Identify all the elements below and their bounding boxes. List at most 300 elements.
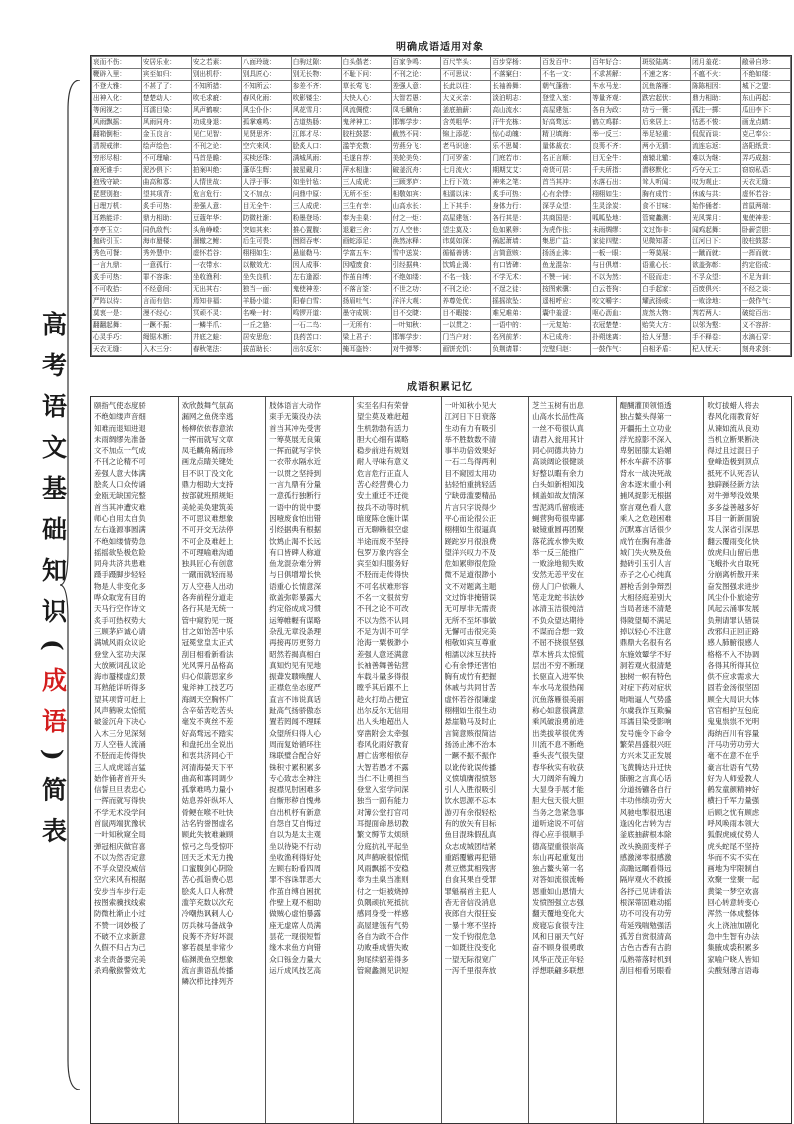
idiom-row: [92, 57, 791, 69]
idiom-cell: 罪不容诛：: [141, 272, 191, 284]
memory-line: 奋不顾身很勇敢: [532, 943, 584, 953]
idiom-cell: 相濡以沫：: [441, 188, 491, 200]
idiom-cell: 登堂入室：: [541, 92, 591, 104]
memory-line: 暗度陈仓施计谋: [356, 513, 409, 523]
memory-line: 雪泥鸿爪留痕迹: [532, 502, 584, 512]
idiom-cell: 好高骛远：: [541, 116, 591, 128]
idiom-cell: 无出其右：: [191, 284, 241, 296]
idiom-cell: 等量齐观：: [591, 92, 641, 104]
idiom-cell: 耳熟能详：: [92, 212, 142, 224]
memory-line: 悬崖勒马及时止: [444, 717, 497, 727]
memory-line: 一蹴而就轻而易: [181, 570, 234, 580]
memory-line: 休戚与共同甘苦: [444, 683, 497, 693]
idiom-cell: 三生有幸：: [341, 200, 391, 212]
memory-line: 座无虚席人员满: [269, 920, 321, 930]
idiom-row: [92, 260, 791, 272]
memory-line: 虎头蛇尾不坚持: [707, 841, 760, 851]
idiom-cell: 自相矛盾：: [641, 343, 691, 355]
idiom-cell: 独当一面：: [241, 284, 291, 296]
idiom-cell: 亭亭玉立：: [92, 224, 142, 236]
idiom-cell: 集思广益：: [541, 236, 591, 248]
idiom-cell: 风雨飘摇：: [92, 116, 142, 128]
memory-column: [442, 397, 530, 1123]
idiom-cell: 期期艾艾：: [491, 164, 541, 176]
memory-line: 鳞次栉比排列齐: [181, 977, 234, 987]
idiom-cell: 不知所云：: [241, 80, 291, 92]
idiom-row: [92, 248, 791, 260]
idiom-cell: 孤注一掷：: [691, 104, 741, 116]
memory-line: 脍炙人口人称赞: [181, 886, 234, 896]
idiom-cell: 不经意间：: [141, 284, 191, 296]
idiom-cell: 惊心动魄：: [491, 128, 541, 140]
idiom-cell: 水落石出：: [591, 176, 641, 188]
memory-line: 背水一战决死战: [619, 468, 672, 478]
memory-line: 横扫千军力量强: [707, 796, 760, 806]
memory-line: 有口皆碑人称道: [269, 547, 321, 557]
idiom-cell: 坐收渔利：: [191, 272, 241, 284]
memory-line: 吹灯拔蜡人将去: [707, 401, 760, 410]
memory-line: 众口铄金力量大: [269, 954, 321, 964]
memory-line: 高谈阔论很健谈: [532, 457, 584, 467]
memory-line: 顾全大局识大体: [707, 694, 760, 704]
memory-line: 独占鳌头得第一: [619, 412, 672, 422]
memory-line: 一叶知秋小见大: [444, 401, 497, 410]
idiom-cell: 百步穿杨：: [491, 57, 541, 69]
idiom-cell: 破釜沉舟：: [391, 164, 441, 176]
memory-line: 摇摇欲坠极危险: [94, 547, 146, 557]
memory-column: [354, 397, 442, 1123]
memory-line: 登峰造极到顶点: [707, 457, 760, 467]
memory-line: 翻天覆地变化大: [532, 909, 584, 919]
idiom-cell: 参差不齐：: [291, 80, 341, 92]
memory-line: 铢积寸累积累多: [269, 762, 321, 772]
memory-line: 破镜重圆再团聚: [532, 525, 584, 535]
memory-line: 一挥而就写字快: [269, 446, 321, 456]
idiom-cell: 功亏一篑：: [641, 104, 691, 116]
memory-line: 独树一帜有特色: [619, 672, 672, 682]
idiom-cell: 一败涂地：: [691, 296, 741, 308]
memory-line: 一以贯之坚持到: [269, 468, 321, 478]
memory-line: 欲盖弥彰暴露大: [269, 593, 321, 603]
idiom-cell: 光风霁月：: [691, 212, 741, 224]
idiom-row: [92, 188, 791, 200]
idiom-cell: 鞭辟入里：: [92, 68, 142, 80]
idiom-cell: 古道热肠：: [291, 116, 341, 128]
idiom-cell: 庞然大物：: [641, 308, 691, 320]
memory-line: 颐指气使态度骄: [94, 401, 146, 410]
idiom-cell: 山高水长：: [391, 200, 441, 212]
memory-line: 狐假虎威仗势人: [707, 830, 760, 840]
memory-line: 实至名归有荣誉: [356, 401, 409, 410]
idiom-cell: 呱呱坠地：: [591, 212, 641, 224]
memory-line: 虚怀若谷很谦虚: [444, 694, 497, 704]
memory-line: 长袖善舞善钻营: [356, 660, 409, 670]
idiom-row: [92, 272, 791, 284]
memory-line: 生动有力有吸引: [444, 423, 497, 433]
idiom-cell: 呕心沥血：: [591, 308, 641, 320]
memory-line: 一如既往没变化: [444, 943, 497, 953]
idiom-row: [92, 176, 791, 188]
idiom-cell: 南辕北辙：: [641, 152, 691, 164]
idiom-cell: 精卫填海：: [541, 128, 591, 140]
idiom-cell: 漫不经心：: [141, 308, 191, 320]
idiom-cell: 三人成虎：: [341, 176, 391, 188]
memory-line: 改邪归正回正路: [707, 626, 760, 636]
memory-line: 不名一文很贫穷: [356, 593, 409, 603]
idiom-cell: 鹤立鸡群：: [591, 116, 641, 128]
idiom-cell: 悬崖勒马：: [291, 248, 341, 260]
memory-line: 冰清玉洁很纯洁: [532, 604, 584, 614]
memory-line: 约定俗成成习惯: [269, 604, 321, 614]
memory-line: 出人头地超出人: [356, 717, 409, 727]
idiom-cell: 有口皆碑：: [491, 260, 541, 272]
idiom-cell: 如坐针毡：: [291, 176, 341, 188]
memory-line: 天马行空作诗文: [94, 604, 146, 614]
idiom-cell: 千夫所指：: [591, 164, 641, 176]
memory-line: 昭然若揭真相白: [269, 649, 321, 659]
idiom-cell: 遥相呼应：: [541, 296, 591, 308]
idiom-cell: 一无所有：: [341, 319, 391, 331]
memory-line: 含辛茹苦吃苦头: [181, 706, 234, 716]
memory-line: 沧海一粟极渺小: [356, 638, 409, 648]
idiom-cell: 安居乐业：: [141, 57, 191, 69]
idiom-cell: 付之一炬：: [391, 212, 441, 224]
idiom-cell: 突如其来：: [241, 224, 291, 236]
memory-line: 杂乱无章没条理: [269, 626, 321, 636]
idiom-cell: 琵琶别抱：: [92, 188, 142, 200]
idiom-cell: 巧夺天工：: [691, 164, 741, 176]
memory-line: 一暴十寒不坚持: [444, 920, 497, 930]
memory-line: 刮目相看新看法: [181, 649, 234, 659]
memory-line: 风起云涌事发展: [707, 604, 760, 614]
memory-line: 凤毛麟角稀而珍: [181, 446, 234, 456]
idiom-cell: 马首是瞻：: [191, 152, 241, 164]
memory-line: 赤子之心心纯真: [619, 570, 672, 580]
memory-line: 卑躬屈膝太谄媚: [619, 446, 672, 456]
memory-line: 厉兵秣马备战争: [181, 920, 234, 930]
idiom-cell: 以邻为壑：: [691, 319, 741, 331]
memory-line: 长驱直入进军快: [532, 672, 584, 682]
idiom-cell: 乐不思蜀：: [491, 140, 541, 152]
memory-line: 束手无策没办法: [269, 412, 321, 422]
idiom-cell: 泥沙俱下：: [141, 164, 191, 176]
idiom-cell: 举足轻重：: [641, 128, 691, 140]
idiom-cell: 上行下效：: [441, 176, 491, 188]
idiom-cell: 毛遂自荐：: [341, 152, 391, 164]
memory-line: 坐以待毙不行动: [269, 841, 321, 851]
idiom-cell: 一鼓作气：: [740, 296, 790, 308]
memory-line: 不破不立求新意: [94, 931, 146, 941]
memory-line: 后顾之忧有顾虑: [707, 807, 760, 817]
idiom-cell: 一元复始：: [541, 319, 591, 331]
memory-line: 得陇望蜀不满足: [619, 615, 672, 625]
idiom-cell: 滥竽充数：: [341, 140, 391, 152]
memory-line: 惊弓之鸟受惊吓: [181, 841, 234, 851]
memory-line: 翻云覆雨变化快: [707, 536, 760, 546]
idiom-cell: 春秋笔法：: [191, 343, 241, 355]
memory-line: 金瓯无缺国完整: [94, 491, 146, 501]
memory-line: 鹤发童颜精神好: [707, 785, 760, 795]
memory-line: 大显身手展才能: [532, 785, 584, 795]
idiom-cell: 东山再起：: [740, 92, 790, 104]
idiom-cell: 三人成虎：: [291, 200, 341, 212]
memory-line: 蹉跎岁月很浪费: [444, 536, 497, 546]
idiom-cell: 一筹莫展：: [641, 248, 691, 260]
memory-line: 罪不容诛罪恶大: [269, 875, 321, 885]
memory-line: 风声鹤唳很惊慌: [356, 852, 409, 862]
memory-line: 鼎力相助大支持: [181, 480, 234, 490]
idiom-cell: 神来之笔：: [491, 176, 541, 188]
memory-line: 大相径庭差别大: [619, 593, 672, 603]
memory-line: 对症下药对症状: [619, 683, 672, 693]
idiom-cell: 脍炙人口：: [291, 140, 341, 152]
idiom-cell: 后生可畏：: [241, 236, 291, 248]
memory-line: 唇亡齿寒相依存: [356, 751, 409, 761]
idiom-cell: 因噎废食：: [341, 260, 391, 272]
memory-line: 不负众望达期待: [532, 615, 584, 625]
memory-line: 首当其冲先受害: [269, 423, 321, 433]
idiom-cell: 生灵涂炭：: [591, 200, 641, 212]
memory-line: 耳熟能详听得多: [94, 683, 146, 693]
memory-line: 尔虞我诈互欺骗: [619, 706, 672, 716]
memory-line: 大放厥词乱议论: [94, 660, 146, 670]
idiom-cell: 囊中羞涩：: [541, 308, 591, 320]
idiom-cell: 以儆效尤：: [241, 260, 291, 272]
section2-panel: [90, 396, 792, 1124]
idiom-cell: 不可思议：: [441, 68, 491, 80]
memory-line: 珠联璧合配合好: [269, 751, 321, 761]
memory-line: 瓜熟蒂落时机到: [619, 954, 672, 964]
idiom-cell: 不落窠臼：: [491, 68, 541, 80]
memory-line: 不赞一词妙极了: [94, 920, 146, 930]
memory-line: 春华秋实有收获: [532, 762, 584, 772]
memory-line: 称心如意很满意: [532, 706, 584, 716]
memory-line: 对簿公堂打官司: [356, 807, 409, 817]
memory-line: 火上浇油加剧化: [707, 920, 760, 930]
memory-line: 孤掌难鸣力量小: [181, 785, 234, 795]
memory-line: 曲高和寡同调少: [181, 773, 234, 783]
memory-line: 华而不实不实在: [707, 852, 760, 862]
idiom-cell: 作茧自缚：: [341, 272, 391, 284]
idiom-cell: 扬汤止沸：: [541, 248, 591, 260]
memory-line: 从谏如流从良劝: [707, 423, 760, 433]
memory-line: 冷嘲热讽刺人心: [181, 909, 234, 919]
memory-line: 回天乏术无力挽: [181, 852, 234, 862]
idiom-cell: 言简意赅：: [491, 248, 541, 260]
memory-line: 请君入瓮用其计: [532, 434, 584, 444]
idiom-cell: 望其项背：: [141, 188, 191, 200]
idiom-cell: 画蛇添足：: [341, 236, 391, 248]
idiom-cell: 不足为训：: [740, 272, 790, 284]
memory-line: 不可开交无法停: [181, 525, 234, 535]
idiom-cell: 粉墨登场：: [291, 212, 341, 224]
memory-line: 饮水思源不忘本: [444, 796, 497, 806]
idiom-cell: 栩栩如生：: [241, 248, 291, 260]
idiom-cell: 与日俱增：: [591, 260, 641, 272]
memory-line: 海纳百川有容量: [707, 728, 760, 738]
memory-line: 因噎废食怕出错: [269, 513, 321, 523]
idiom-cell: 楚楚动人：: [141, 92, 191, 104]
idiom-cell: 孤掌难鸣：: [241, 116, 291, 128]
idiom-cell: 绘声绘色：: [141, 140, 191, 152]
memory-line: 举不胜数数不清: [444, 434, 497, 444]
memory-line: 相敬如宾互尊重: [444, 638, 497, 648]
memory-line: 未雨绸缪先准备: [94, 434, 146, 444]
idiom-cell: 人浮于事：: [241, 176, 291, 188]
idiom-cell: 跌宕起伏：: [641, 92, 691, 104]
idiom-cell: 奉为圭臬：: [341, 212, 391, 224]
idiom-cell: 邯郸学步：: [391, 331, 441, 343]
idiom-cell: 白云苍狗：: [591, 284, 641, 296]
memory-line: 和盘托出全说出: [181, 739, 234, 749]
memory-line: 东山再起重复出: [532, 852, 584, 862]
memory-line: 不谋而合想一致: [532, 626, 584, 636]
memory-line: 一挥而就写得快: [94, 796, 146, 806]
memory-line: 相濡以沫互扶持: [444, 649, 497, 659]
idiom-cell: 日理万机：: [92, 200, 142, 212]
memory-line: 无可厚非无需责: [444, 604, 497, 614]
idiom-cell: 大义灭亲：: [441, 92, 491, 104]
memory-line: 尖酸刻薄言语毒: [707, 965, 760, 975]
side-title-close-paren: ): [38, 749, 68, 777]
idiom-cell: 心灵手巧：: [92, 331, 142, 343]
idiom-cell: 不瘟不火：: [691, 68, 741, 80]
memory-line: 抵死不认死否认: [707, 468, 760, 478]
memory-line: 不可名状难形容: [356, 581, 409, 591]
memory-line: 分道扬镳各自行: [619, 785, 672, 795]
memory-line: 川流不息不断绝: [532, 739, 584, 749]
idiom-cell: 拔苗助长：: [241, 343, 291, 355]
idiom-cell: 淡泊明志：: [491, 92, 541, 104]
memory-line: 开疆拓土立功业: [619, 423, 672, 433]
memory-line: 鬼鬼祟祟不光明: [707, 717, 760, 727]
memory-line: 百无聊赖很空虚: [356, 525, 409, 535]
memory-line: 危如累卵很危险: [444, 559, 497, 569]
idiom-cell: 见贤思齐：: [241, 128, 291, 140]
memory-line: 不以为然否定意: [94, 852, 146, 862]
idiom-cell: 左右逢源：: [291, 272, 341, 284]
memory-line: 不刊之论不可改: [356, 604, 409, 614]
idiom-cell: 差强人意：: [191, 200, 241, 212]
memory-line: 唇枪舌剑争辩烈: [619, 581, 672, 591]
idiom-cell: 满城风雨：: [291, 152, 341, 164]
memory-line: 半途而废不坚持: [356, 536, 409, 546]
idiom-cell: 上下其手：: [441, 200, 491, 212]
idiom-cell: 判若两人：: [691, 308, 741, 320]
memory-line: 毫发不爽丝不差: [181, 717, 234, 727]
memory-line: 归心似箭思家乡: [181, 672, 234, 682]
idiom-cell: 三顾茅庐：: [391, 176, 441, 188]
memory-line: 风和日丽天气好: [532, 931, 584, 941]
idiom-cell: 不速之客：: [641, 68, 691, 80]
idiom-cell: 贻笑大方：: [641, 319, 691, 331]
memory-line: 不可企及难赶上: [181, 536, 234, 546]
idiom-cell: 危如累卵：: [491, 224, 541, 236]
memory-line: 与日俱增增长快: [269, 570, 321, 580]
idiom-cell: 美轮美奂：: [391, 152, 441, 164]
idiom-cell: 推心置腹：: [291, 224, 341, 236]
idiom-cell: 同仇敌忾：: [141, 224, 191, 236]
memory-line: 无懈可击很完美: [444, 626, 497, 636]
idiom-cell: 流连忘返：: [691, 140, 741, 152]
memory-line: 杯水车薪不济事: [619, 457, 672, 467]
memory-line: 缘木求鱼方向错: [269, 943, 321, 953]
idiom-row: [92, 200, 791, 212]
memory-line: 察言观色看人意: [619, 502, 672, 512]
memory-line: 义愤填膺很愤怒: [444, 773, 497, 783]
idiom-row: [92, 68, 791, 80]
idiom-cell: 耀武扬威：: [641, 296, 691, 308]
idiom-cell: 白头偕老：: [341, 57, 391, 69]
memory-line: 洞若观火很清楚: [619, 660, 672, 670]
memory-line: 包罗万象内容全: [356, 547, 409, 557]
idiom-cell: 披星戴月：: [291, 164, 341, 176]
memory-line: 风雨飘摇不安稳: [356, 864, 409, 874]
idiom-cell: 囫囵吞枣：: [291, 236, 341, 248]
idiom-cell: 窃窃私语：: [740, 164, 790, 176]
idiom-cell: 一语中的：: [491, 319, 541, 331]
memory-line: 繁荣昌盛很兴旺: [619, 739, 672, 749]
memory-line: 捕风捉影无根据: [619, 491, 672, 501]
memory-line: 独辟蹊径新方法: [707, 480, 760, 490]
memory-line: 画龙点睛关键处: [181, 457, 234, 467]
memory-line: 芝兰玉树有出息: [532, 401, 584, 410]
memory-line: 各抒己见讲看法: [619, 886, 672, 896]
memory-line: 山高水长品性高: [532, 412, 584, 422]
idiom-cell: 高屋建瓴：: [441, 212, 491, 224]
idiom-cell: 杞人忧天：: [691, 343, 741, 355]
memory-line: 对答如流很流畅: [532, 875, 584, 885]
idiom-cell: 百发百中：: [541, 57, 591, 69]
idiom-cell: 秀色可餐：: [92, 248, 142, 260]
idiom-cell: 大智若愚：: [391, 92, 441, 104]
idiom-cell: 讳莫如深：: [441, 236, 491, 248]
idiom-cell: 问鼎中原：: [291, 188, 341, 200]
memory-line: 草木皆兵太惊慌: [532, 649, 584, 659]
idiom-cell: 不经之谈：: [740, 284, 790, 296]
memory-line: 不胫而走传得快: [356, 570, 409, 580]
memory-line: 改头换面变样子: [619, 841, 672, 851]
idiom-cell: 不耻下问：: [341, 68, 391, 80]
memory-line: 再接再厉更努力: [269, 638, 321, 648]
idiom-row: [92, 343, 791, 355]
idiom-cell: 翻翻起舞：: [92, 319, 142, 331]
memory-line: 不胫而走传得快: [94, 751, 146, 761]
idiom-cell: 因人成事：: [291, 260, 341, 272]
memory-line: 感同身受一样感: [356, 909, 409, 919]
memory-line: 蹑手蹑脚步轻轻: [94, 570, 146, 580]
memory-line: 自出机杼有新意: [269, 807, 321, 817]
memory-line: 不屈不挠很坚强: [532, 638, 584, 648]
idiom-cell: 目无全牛：: [241, 200, 291, 212]
idiom-cell: 对牛弹琴：: [391, 343, 441, 355]
idiom-cell: 抱残守缺：: [92, 176, 142, 188]
idiom-cell: 食不甘味：: [641, 200, 691, 212]
memory-line: 瞠乎其后跟不上: [356, 683, 409, 693]
memory-line: 落花流水惨失败: [532, 536, 584, 546]
memory-line: 各奔前程分道走: [181, 593, 234, 603]
memory-line: 骨鲠在喉不吐快: [181, 807, 234, 817]
idiom-cell: 门可罗雀：: [441, 152, 491, 164]
idiom-cell: 负荆请罪：: [491, 343, 541, 355]
idiom-cell: 抛砖引玉：: [92, 236, 142, 248]
idiom-row: [92, 164, 791, 176]
idiom-cell: 名正言顺：: [541, 152, 591, 164]
idiom-cell: 义不容辞：: [740, 319, 790, 331]
idiom-cell: 破绽百出：: [740, 308, 790, 320]
idiom-cell: 水滴石穿：: [740, 331, 790, 343]
memory-line: 功败垂成惜失败: [356, 943, 409, 953]
